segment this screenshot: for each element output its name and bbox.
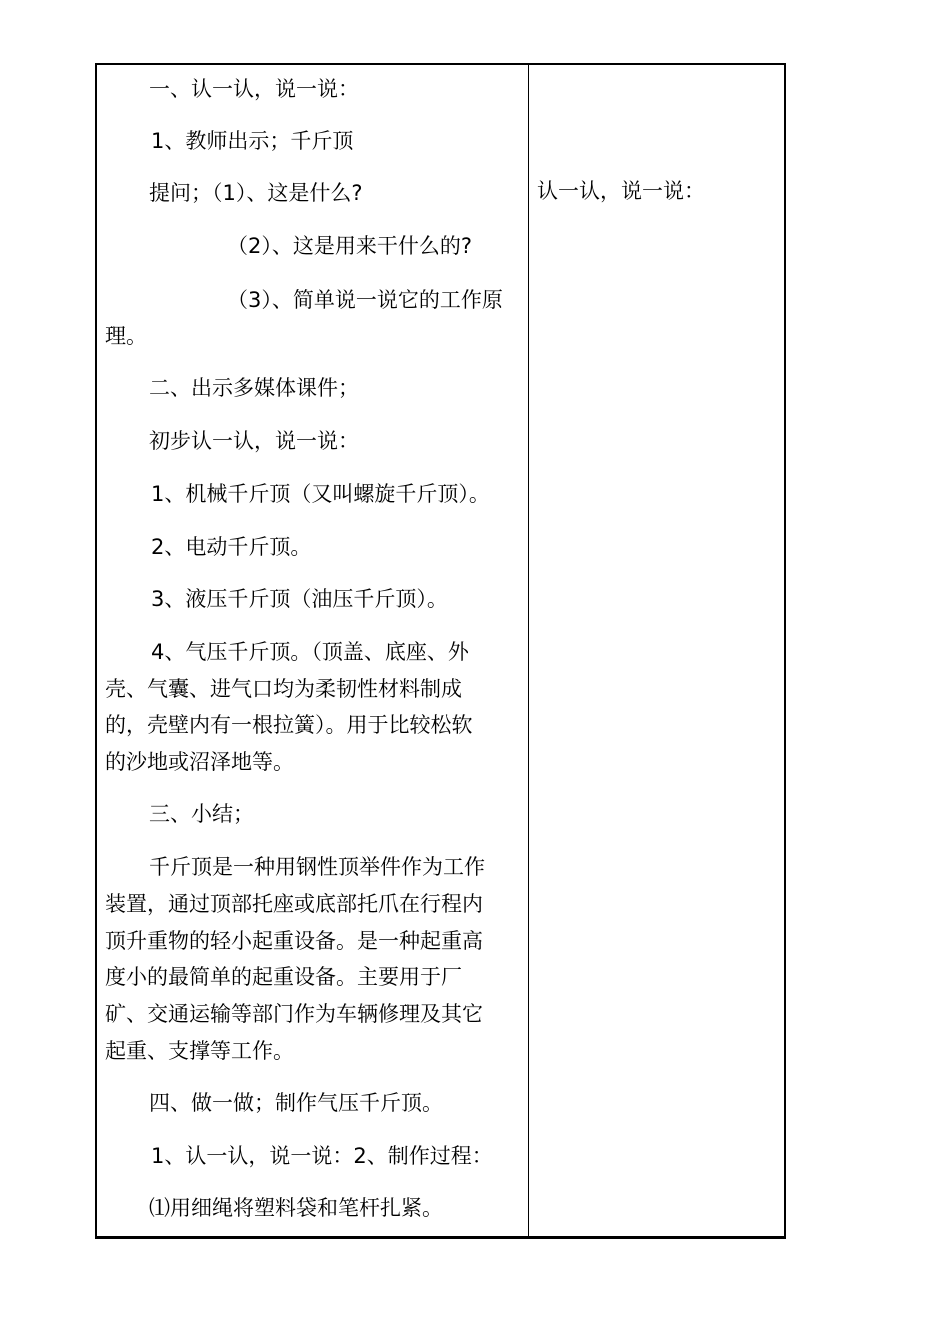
text-line: 理。 [105, 324, 147, 348]
list-item: 2、电动千斤顶。 [151, 535, 312, 559]
question-line: 提问；（1）、这是什么? [149, 181, 363, 205]
lesson-plan-table [95, 63, 786, 1239]
summary-line: 装置，通过顶部托座或底部托爪在行程内 [105, 892, 483, 916]
list-item: 1、机械千斤顶（又叫螺旋千斤顶）。 [151, 482, 490, 506]
column-divider [528, 65, 529, 1236]
summary-line: 起重、支撑等工作。 [105, 1039, 294, 1063]
text-line: 的沙地或沼泽地等。 [105, 750, 294, 774]
list-item: 3、液压千斤顶（油压千斤顶）。 [151, 587, 448, 611]
section-heading-4: 四、做一做；制作气压千斤顶。 [149, 1091, 443, 1115]
text-line: 初步认一认，说一说： [149, 429, 359, 453]
right-cell-text: 认一认，说一说： [537, 179, 705, 203]
question-line: （2）、这是用来干什么的? [227, 234, 473, 258]
text-line: 1、认一认，说一说：2、制作过程： [151, 1144, 493, 1168]
section-heading-1: 一、认一认，说一说： [149, 77, 359, 101]
question-line: （3）、简单说一说它的工作原 [227, 288, 503, 312]
section-heading-2: 二、出示多媒体课件； [149, 376, 359, 400]
text-line: 壳、气囊、进气口均为柔韧性材料制成 [105, 677, 462, 701]
section-heading-3: 三、小结； [149, 802, 254, 826]
text-line: 1、教师出示；千斤顶 [151, 129, 354, 153]
text-line: 的，壳壁内有一根拉簧）。用于比较松软 [105, 713, 473, 737]
summary-line: 矿、交通运输等部门作为车辆修理及其它 [105, 1002, 483, 1026]
text-line: ⑴用细绳将塑料袋和笔杆扎紧。 [149, 1196, 443, 1220]
summary-line: 顶升重物的轻小起重设备。是一种起重高 [105, 929, 483, 953]
list-item: 4、气压千斤顶。（顶盖、底座、外 [151, 640, 469, 664]
summary-line: 度小的最简单的起重设备。主要用于厂 [105, 965, 462, 989]
summary-line: 千斤顶是一种用钢性顶举件作为工作 [149, 855, 485, 879]
